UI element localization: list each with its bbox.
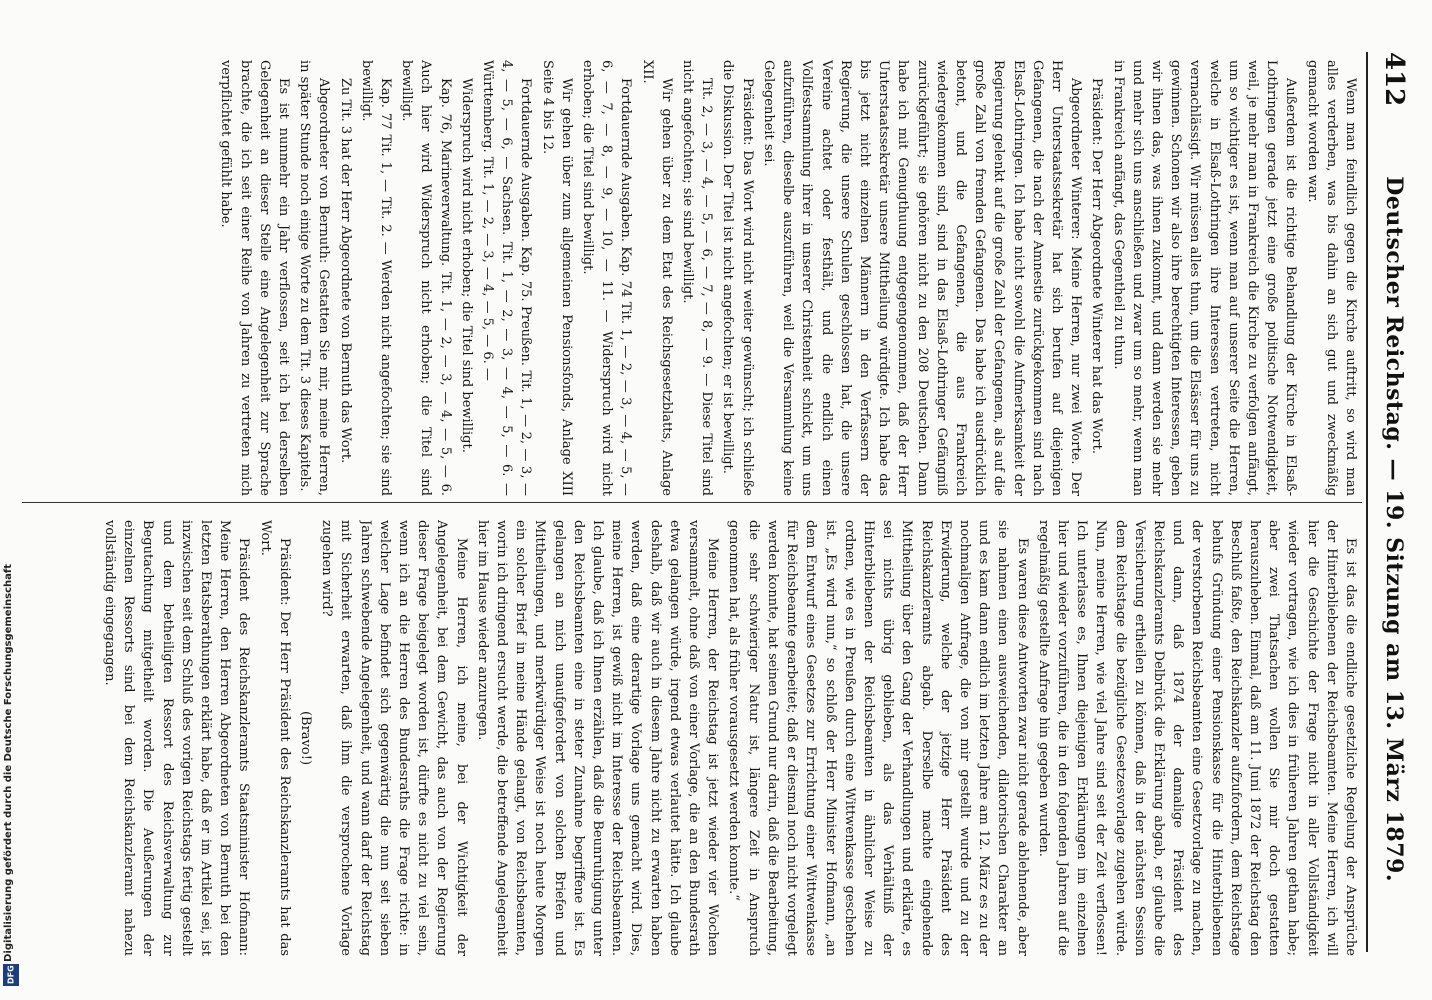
header-rule bbox=[1366, 52, 1368, 952]
page-title: Deutscher Reichstag. — 19. Sitzung am 13. März 1879. bbox=[1381, 176, 1407, 882]
left-column bbox=[30, 60, 1360, 496]
paragraph: Meine Herren, ich meine, bei der Wichtigkeit der Angelegenheit, bei dem Gewicht, das auch von der Regierung dieser Frage beigelegt worden ist, dürfte es nicht zu viel sein, wenn ich an die Herren des Bundesraths die Frage richte: in welcher Lage befindet sich gegenwärtig die nun seit sieben Jahren schwebende Angelegenheit, und wann darf der Reichstag mit Sicherheit erwarten, daß ihm die versprochene Vorlage zugehen wird? bbox=[319, 520, 469, 956]
paragraph: Kap. 76, Marineverwaltung. Tit. 1, — 2, — 3, — 4, — 5, — 6. Auch hier wird Widerspruch nicht erhoben; die Titel sind bewilligt. bbox=[399, 60, 453, 496]
paragraph: Wir gehen über zum allgemeinen Pensionsfonds, Anlage XIII Seite 4 bis 12. bbox=[539, 60, 574, 496]
paragraph: Meine Herren, der Reichstag ist jetzt wieder vier Wochen versammelt, ohne daß von einer Vorlage, die an den Bundesrath etwa gelangen würde, irgend etwas verlautet hätte. Ich glaube deshalb, daß wir auch in diesem Jahre nicht zu erwarten haben werden, daß eine derartige Vorlage uns gemacht wird. Dies, meine Herren, ist gewiß nicht im Interesse der Reichsbeamten. Ich glaube, daß ich Ihnen erzählen, daß die Beunruhigung unter den Reichsbeamten eine in steter Zunahme begriffene ist. Es gelangen an mich unaufgefordert von solchen Briefen und Mittheilungen, und merkwürdiger Weise ist noch heute Morgen ein solcher Brief in meine Hände gelangt, von Reichsbeamten, worin ich dringend ersucht werde, die betreffende Angelegenheit hier im Hause wieder anzuregen. bbox=[474, 520, 721, 956]
footer-strip bbox=[1, 10, 21, 990]
paragraph: Präsident: Das Wort wird nicht weiter gewünscht; ich schließe die Diskussion. Der Titel ist nicht angefochten; er ist bewilligt. bbox=[720, 60, 755, 496]
paragraph: Es ist das die endliche gesetzliche Regelung der Ansprüche der Hinterbliebenen der Reichsbeamten. Meine Herren, ich will hier die Geschichte der Frage nicht in aller Vollständigkeit wieder vortragen, wie ich dies in früheren Jahren gethan habe; aber zwei Thatsachen wollen Sie mir doch gestatten herauszuheben. Einmal, daß am 11. Juni 1872 der Reichstag den Beschluß faßte, den Reichskanzler aufzufordern, dem Reichstage behufs Gründung einer Pensionskasse für die Hinterbliebenen der verstorbenen Reichsbeamten eine Gesetzvorlage zu machen, und dann, daß 1874 der damalige Präsident des Reichskanzleramts Delbrück die Erklärung abgab, er glaube die Versicherung ertheilen zu können, daß in der nächsten Session dem Reichstage die bezügliche Gesetzesvorlage zugehen würde. Nun, meine Herren, wie viel Jahre sind seit der Zeit verflossen! Ich unterlasse es, Ihnen diejenigen Erklärungen im einzelnen hier und wieder vorzuführen, die in den folgenden Jahren auf die regelmäßig gestellte Anfrage hin gegeben wurden. bbox=[1035, 520, 1358, 956]
paragraph: Zu Tit. 3 hat der Herr Abgeordnete von Bernuth das Wort. bbox=[337, 78, 353, 464]
paragraph: Wenn man feindlich gegen die Kirche auftritt, so wird man alles verderben, was bis dahin an sich gut und zweckmäßig gemacht worden war. bbox=[1304, 60, 1358, 496]
footer-credit: Digitalisierung gefördert durch die Deutsche Forschungsgemeinschaft bbox=[3, 564, 14, 962]
paragraph: Abgeordneter von Bernuth: Gestatten Sie mir, meine Herren, in später Stunde noch einige Worte zu dem Tit. 3 dieses Kapitels. bbox=[297, 60, 332, 496]
paragraph: Wir gehen über zu dem Etat des Reichsgesetzblatts, Anlage XII. bbox=[639, 60, 674, 496]
paragraph: Abgeordneter Winterer: Meine Herren, nur zwei Worte. Der Herr Unterstaatssekretär hat sich berufen auf diejenigen Gefangenen, die nach der Amnestie zurückgekommen sind nach Elsaß-Lothringen. Ich habe nicht sowohl die Aufmerksamkeit der Regierung gelenkt auf die große Zahl der Gefangenen, als auf die große Zahl von fremden Gefangenen. Das habe ich ausdrücklich betont, und die Gefangenen, die aus Frankreich wiedergekommen sind, sind in das Elsaß-Lothringer Gefängniß zurückgeführt; sie gehören nicht zu den 208 Deutschen. Dann habe ich mit Genugthuung entgegengenommen, daß der Herr Unterstaatssekretär unsere Mittheilung würdigte. Ich habe das bis jetzt nicht einzelnen Männern in den Verfassern der Regierung, die unsere Schulen geschlossen hat, die unsere Vereine achtet oder festhält, und die endlich einen Vollfestsammlung ihrer in unserer Christenheit schickt, um uns aufzuführen, dieselbe auszuführen, weil die Versammlung keine Gelegenheit sei. bbox=[760, 60, 1084, 496]
paragraph: Fortdauernde Ausgaben. Kap. 75. Preußen. Tit. 1, — 2, — 3, — 4, — 5, — 6, — Sachsen. Tit. 1, — 2, — 3, — 4, — 5, — 6. — Württemberg. Tit. 1, — 2, — 3, — 4, — 5, — 6. — bbox=[480, 60, 534, 496]
paragraph: Außerdem ist die richtige Behandlung der Kirche in Elsaß-Lothringen gerade jetzt eine große politische Notwendigkeit, weil, je mehr man in Frankreich die Kirche zu verfolgen anfängt, um so wichtiger es ist, wenn man auf unserer Seite die Herren, welche in Elsaß-Lothringen ihre Interessen vertreten, nicht vernachlässigt. Wir müssen alles thun, um die Elsässer für uns zu gewinnen. Schonen wir also ihre berechtigten Interessen, geben wir ihnen das, was ihnen zukommt, und dann werden sie mehr und mehr sich uns anschließen und zwar um so mehr, wenn man in Frankreich anfängt, das Gegentheil zu thun. bbox=[1110, 60, 1299, 496]
paragraph: Kap. 77 Tit. 1, — Tit. 2. — Werden nicht angefochten; sie sind bewilligt. bbox=[358, 60, 394, 496]
column-separator bbox=[22, 502, 1362, 503]
page-number: 412 bbox=[1379, 52, 1409, 107]
paragraph: Fortdauernde Ausgaben. Kap. 74 Tit. 1, — 2, — 3, — 4, — 5, — 6, — 7, — 8, — 9, — 10, — 11. — Widerspruch wird nicht erhoben; die Titel sind bewilligt. bbox=[580, 60, 634, 496]
digitization-footer bbox=[0, 0, 22, 1000]
dfg-logo-icon: DFG bbox=[3, 964, 19, 986]
paragraph: Es ist nunmehr ein Jahr verflossen, seit ich bei derselben Gelegenheit an dieser Stelle eine Angelegenheit zur Sprache brachte, die ich seit einer Reihe von Jahren zu vertreten mich verpflichtet gefühlt habe. bbox=[218, 60, 292, 496]
paragraph: Es waren diese Antworten zwar nicht gerade ablehnende, aber sie nahmen einen ausweichenden, dilatorischen Charakter an und es kam dann endlich im letzten Jahre am 12. März es zu der nochmaligen Anfrage, die von mir gestellt wurde und zu der Erwiderung, welche der jetzige Herr Präsident des Reichskanzleramts abgab. Derselbe machte eingehende Mittheilung über den Gang der Verhandlungen und erklärte, es sei nichts übrig geblieben, als das Verhältniß der Hinterbliebenen der Reichsbeamten in ähnlicher Weise zu ordnen, wie es in Preußen durch eine Wittwenkasse geschehen ist. „Es wird nun,“ so schloß der Herr Minister Hofmann, „an dem Entwurf eines Gesetzes zur Errichtung einer Wittwenkasse für Reichsbeamte gearbeitet; daß er diesmal noch nicht vorgelegt werden konnte, hat seinen Grund nur darin, daß die Bearbeitung, die sehr schwieriger Natur ist, längere Zeit in Anspruch genommen hat, als früher vorausgesetzt werden konnte.“ bbox=[726, 520, 1030, 956]
applause-note: (Bravo!) bbox=[298, 710, 314, 766]
paragraph: Präsident: Der Herr Abgeordnete Winterer hat das Wort. bbox=[1089, 78, 1105, 454]
paragraph: Präsident: Der Herr Präsident des Reichskanzleramts hat das Wort. bbox=[257, 520, 292, 956]
right-column bbox=[30, 520, 1360, 956]
paragraph: Tit. 2, — 3, — 4, — 5, — 6, — 7, — 8, — 9. — Diese Titel sind nicht angefochten; sie sind bewilligt. bbox=[680, 60, 715, 496]
paragraph: Präsident des Reichskanzleramts Staatsminister Hofmann: Meine Herren, den Herren Abgeordneten von Bernuth bei den letzten Etatsberathungen erklärt habe, daß er im Artikel sei, ist inzwischen seit dem Schluß des vorigen Reichstags fertig gestellt und dem betheiligten Ressort des Reichsverwaltung zur Begutachtung mitgetheilt worden. Die Aeußerungen der einzelnen Ressorts sind bei dem Reichskanzleramt nahezu vollständig eingegangen. bbox=[102, 520, 252, 956]
paragraph: Widerspruch wird nicht erhoben; die Titel sind bewilligt. bbox=[458, 78, 474, 453]
page-header bbox=[1372, 52, 1416, 952]
